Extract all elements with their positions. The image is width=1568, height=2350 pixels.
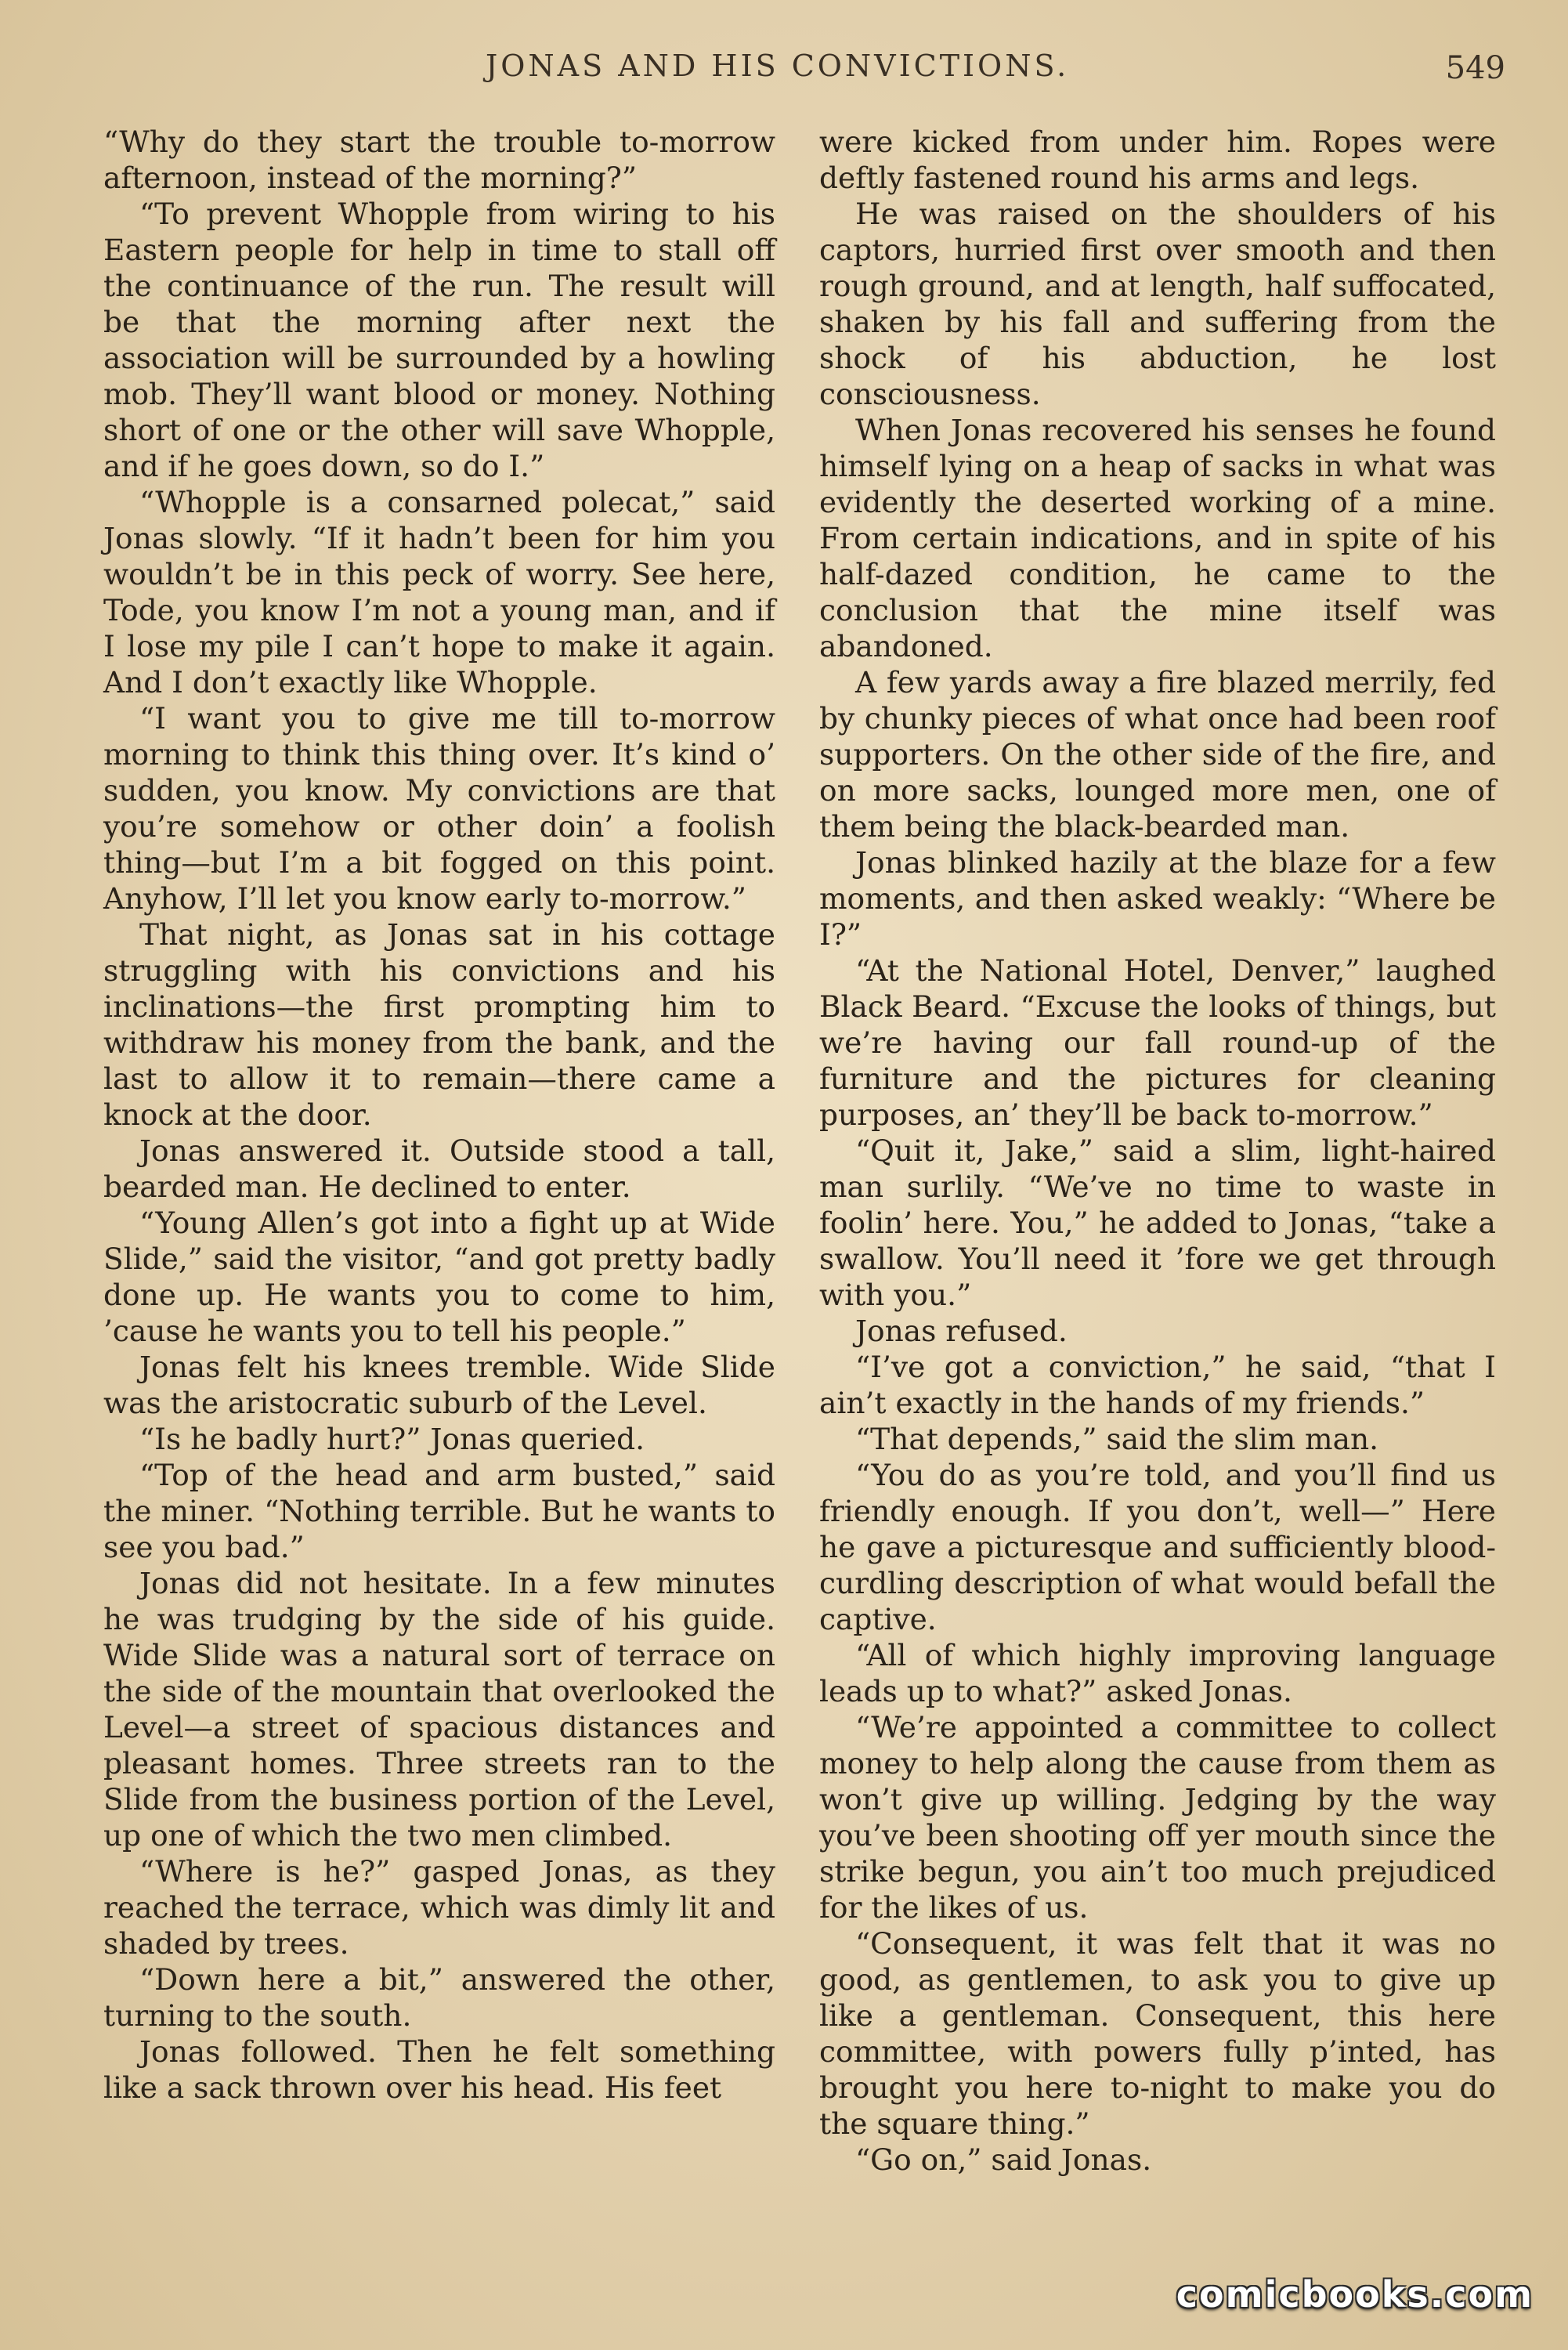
paragraph: “All of which highly improving language leads up to what?” asked Jonas. <box>819 1638 1496 1708</box>
paragraph: When Jonas recovered his senses he found himself lying on a heap of sacks in what was evidently the deserted working of a mine. From certain indications, and in spite of his half-dazed condition, he came to the conclusion that the mine itself was abandoned. <box>819 413 1496 663</box>
paragraph: “Is he badly hurt?” Jonas queried. <box>139 1422 645 1456</box>
paragraph: “Why do they start the trouble to-morrow afternoon, instead of the morning?” <box>103 125 775 195</box>
paragraph: Jonas blinked hazily at the blaze for a few moments, and then asked weakly: “Where be I?” <box>819 845 1496 952</box>
paragraph: “To prevent Whopple from wiring to his Eastern people for help in time to stall off the continuance of the run. The result will be that the morning after next the association will be surrounded by a howling mob. They’ll want blood or money. Nothing short of one or the other will save Whopple, and if he goes down, so do I.” <box>103 197 775 483</box>
paragraph: “Young Allen’s got into a fight up at Wide Slide,” said the visitor, “and got pretty badly done up. He wants you to come to him, ’cause he wants you to tell his people.” <box>103 1206 775 1348</box>
paragraph: “At the National Hotel, Denver,” laughed Black Beard. “Excuse the looks of things, but we’re having our fall round-up of the furniture and the pictures for cleaning purposes, an’ they’ll be back to-morrow.” <box>819 953 1496 1132</box>
watermark: comicbooks.com <box>1176 2273 1534 2316</box>
paragraph: “Consequent, it was felt that it was no good, as gentlemen, to ask you to give up like a gentleman. Consequent, this here committee, with powers fully p’inted, has brought you here to-night to make you do the square thing.” <box>819 1926 1496 2141</box>
paragraph: “We’re appointed a committee to collect money to help along the cause from them as won’t give up willing. Jedging by the way you’ve been shooting off yer mouth since the strike begun, you ain’t too much prejudiced for the likes of us. <box>819 1710 1496 1925</box>
paragraph: “You do as you’re told, and you’ll find us friendly enough. If you don’t, well—” Here he gave a picturesque and sufficiently blood-curdling description of what would befall the captive. <box>819 1458 1496 1636</box>
paragraph: “That depends,” said the slim man. <box>855 1422 1379 1456</box>
running-head <box>0 49 1568 96</box>
page-number: 549 <box>1445 50 1505 86</box>
paragraph: Jonas did not hesitate. In a few minutes he was trudging by the side of his guide. Wide Slide was a natural sort of terrace on the side of the mountain that overlooked the Level—a street of spacious distances and pleasant homes. Three streets ran to the Slide from the business portion of the Level, up one of which the two men climbed. <box>103 1566 775 1853</box>
paragraph: “Top of the head and arm busted,” said the miner. “Nothing terrible. But he wants to see you bad.” <box>103 1458 775 1564</box>
page-title: JONAS AND HIS CONVICTIONS. <box>486 49 1070 83</box>
paragraph: Jonas felt his knees tremble. Wide Slide was the aristocratic suburb of the Level. <box>103 1350 775 1420</box>
paragraph: “Down here a bit,” answered the other, turning to the south. <box>103 1962 775 2033</box>
paragraph: Jonas answered it. Outside stood a tall, bearded man. He declined to enter. <box>103 1133 775 1204</box>
left-column <box>103 124 775 2106</box>
paragraph: That night, as Jonas sat in his cottage struggling with his convictions and his inclinations—the first prompting him to withdraw his money from the bank, and the last to allow it to remain—there came a knock at the door. <box>103 917 775 1132</box>
paragraph: “Whopple is a consarned polecat,” said Jonas slowly. “If it hadn’t been for him you wouldn’t be in this peck of worry. See here, Tode, you know I’m not a young man, and if I lose my pile I can’t hope to make it again. And I don’t exactly like Whopple. <box>103 485 775 700</box>
right-column <box>819 124 1496 2178</box>
paragraph: Jonas followed. Then he felt something like a sack thrown over his head. His feet <box>103 2034 775 2105</box>
paragraph: Jonas refused. <box>855 1314 1068 1348</box>
paragraph: “Quit it, Jake,” said a slim, light-haired man surlily. “We’ve no time to waste in foolin’ here. You,” he added to Jonas, “take a swallow. You’ll need it ’fore we get through with you.” <box>819 1133 1496 1312</box>
paragraph: “Where is he?” gasped Jonas, as they reached the terrace, which was dimly lit and shaded by trees. <box>103 1854 775 1961</box>
paragraph: “Go on,” said Jonas. <box>855 2142 1152 2177</box>
paragraph: were kicked from under him. Ropes were deftly fastened round his arms and legs. <box>819 125 1496 195</box>
paragraph: A few yards away a fire blazed merrily, fed by chunky pieces of what once had been roof supporters. On the other side of the fire, and on more sacks, lounged more men, one of them being the black-bearded man. <box>819 665 1496 844</box>
paragraph: He was raised on the shoulders of his captors, hurried first over smooth and then rough ground, and at length, half suffocated, shaken by his fall and suffering from the shock of his abduction, he lost consciousness. <box>819 197 1496 411</box>
paragraph: “I want you to give me till to-morrow morning to think this thing over. It’s kind o’ sudden, you know. My convictions are that you’re somehow or other doin’ a foolish thing—but I’m a bit fogged on this point. Anyhow, I’ll let you know early to-morrow.” <box>103 701 775 916</box>
paragraph: “I’ve got a conviction,” he said, “that I ain’t exactly in the hands of my friends.” <box>819 1350 1496 1420</box>
